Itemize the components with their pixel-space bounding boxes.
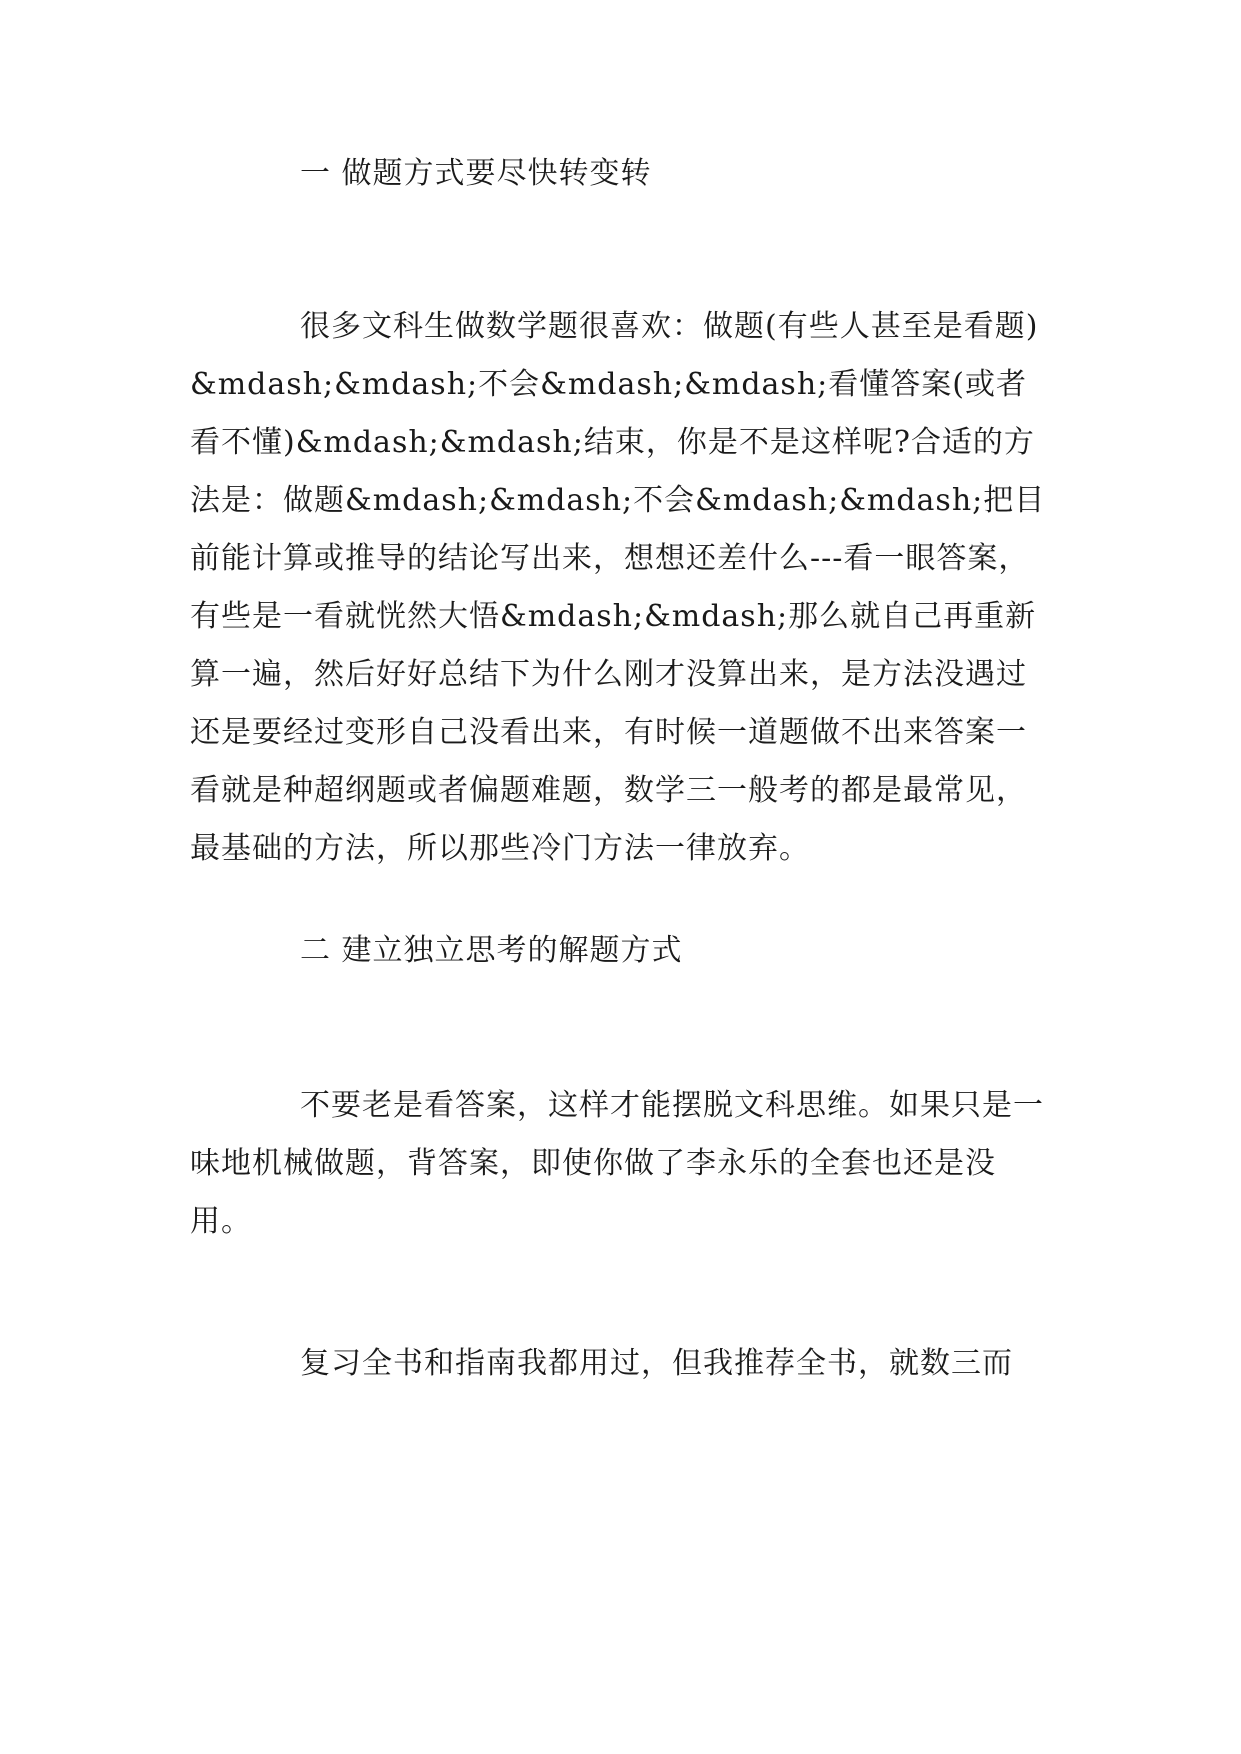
paragraph-3: 复习全书和指南我都用过，但我推荐全书，就数三而 bbox=[300, 1346, 1013, 1381]
paragraph-1: 很多文科生做数学题很喜欢：做题(有些人甚至是看题)&mdash;&mdash;不会&mdash;&mdash;看懂答案(或者看不懂)&mdash;&mdash;结束，你是不是这样呢?合适的方法是：做题&mdash;&mdash;不会&mdash;&mdash;把目前能计算或推导的结论写出来，想想还差什么---看一眼答案，有些是一看就恍然大悟&mdash;&mdash;那么就自己再重新算一遍，然后好好总结下为什么刚才没算出来，是方法没遇过还是要经过变形自己没看出来，有时候一道题做不出来答案一看就是种超纲题或者偏题难题，数学三一般考的都是最常见，最基础的方法，所以那些冷门方法一律放弃。 bbox=[190, 309, 1046, 866]
section-heading-2: 二 建立独立思考的解题方式 bbox=[300, 933, 683, 968]
section-heading-1: 一 做题方式要尽快转变转 bbox=[300, 156, 652, 191]
paragraph-2: 不要老是看答案，这样才能摆脱文科思维。如果只是一味地机械做题，背答案，即使你做了李永乐的全套也还是没用。 bbox=[190, 1088, 1044, 1239]
